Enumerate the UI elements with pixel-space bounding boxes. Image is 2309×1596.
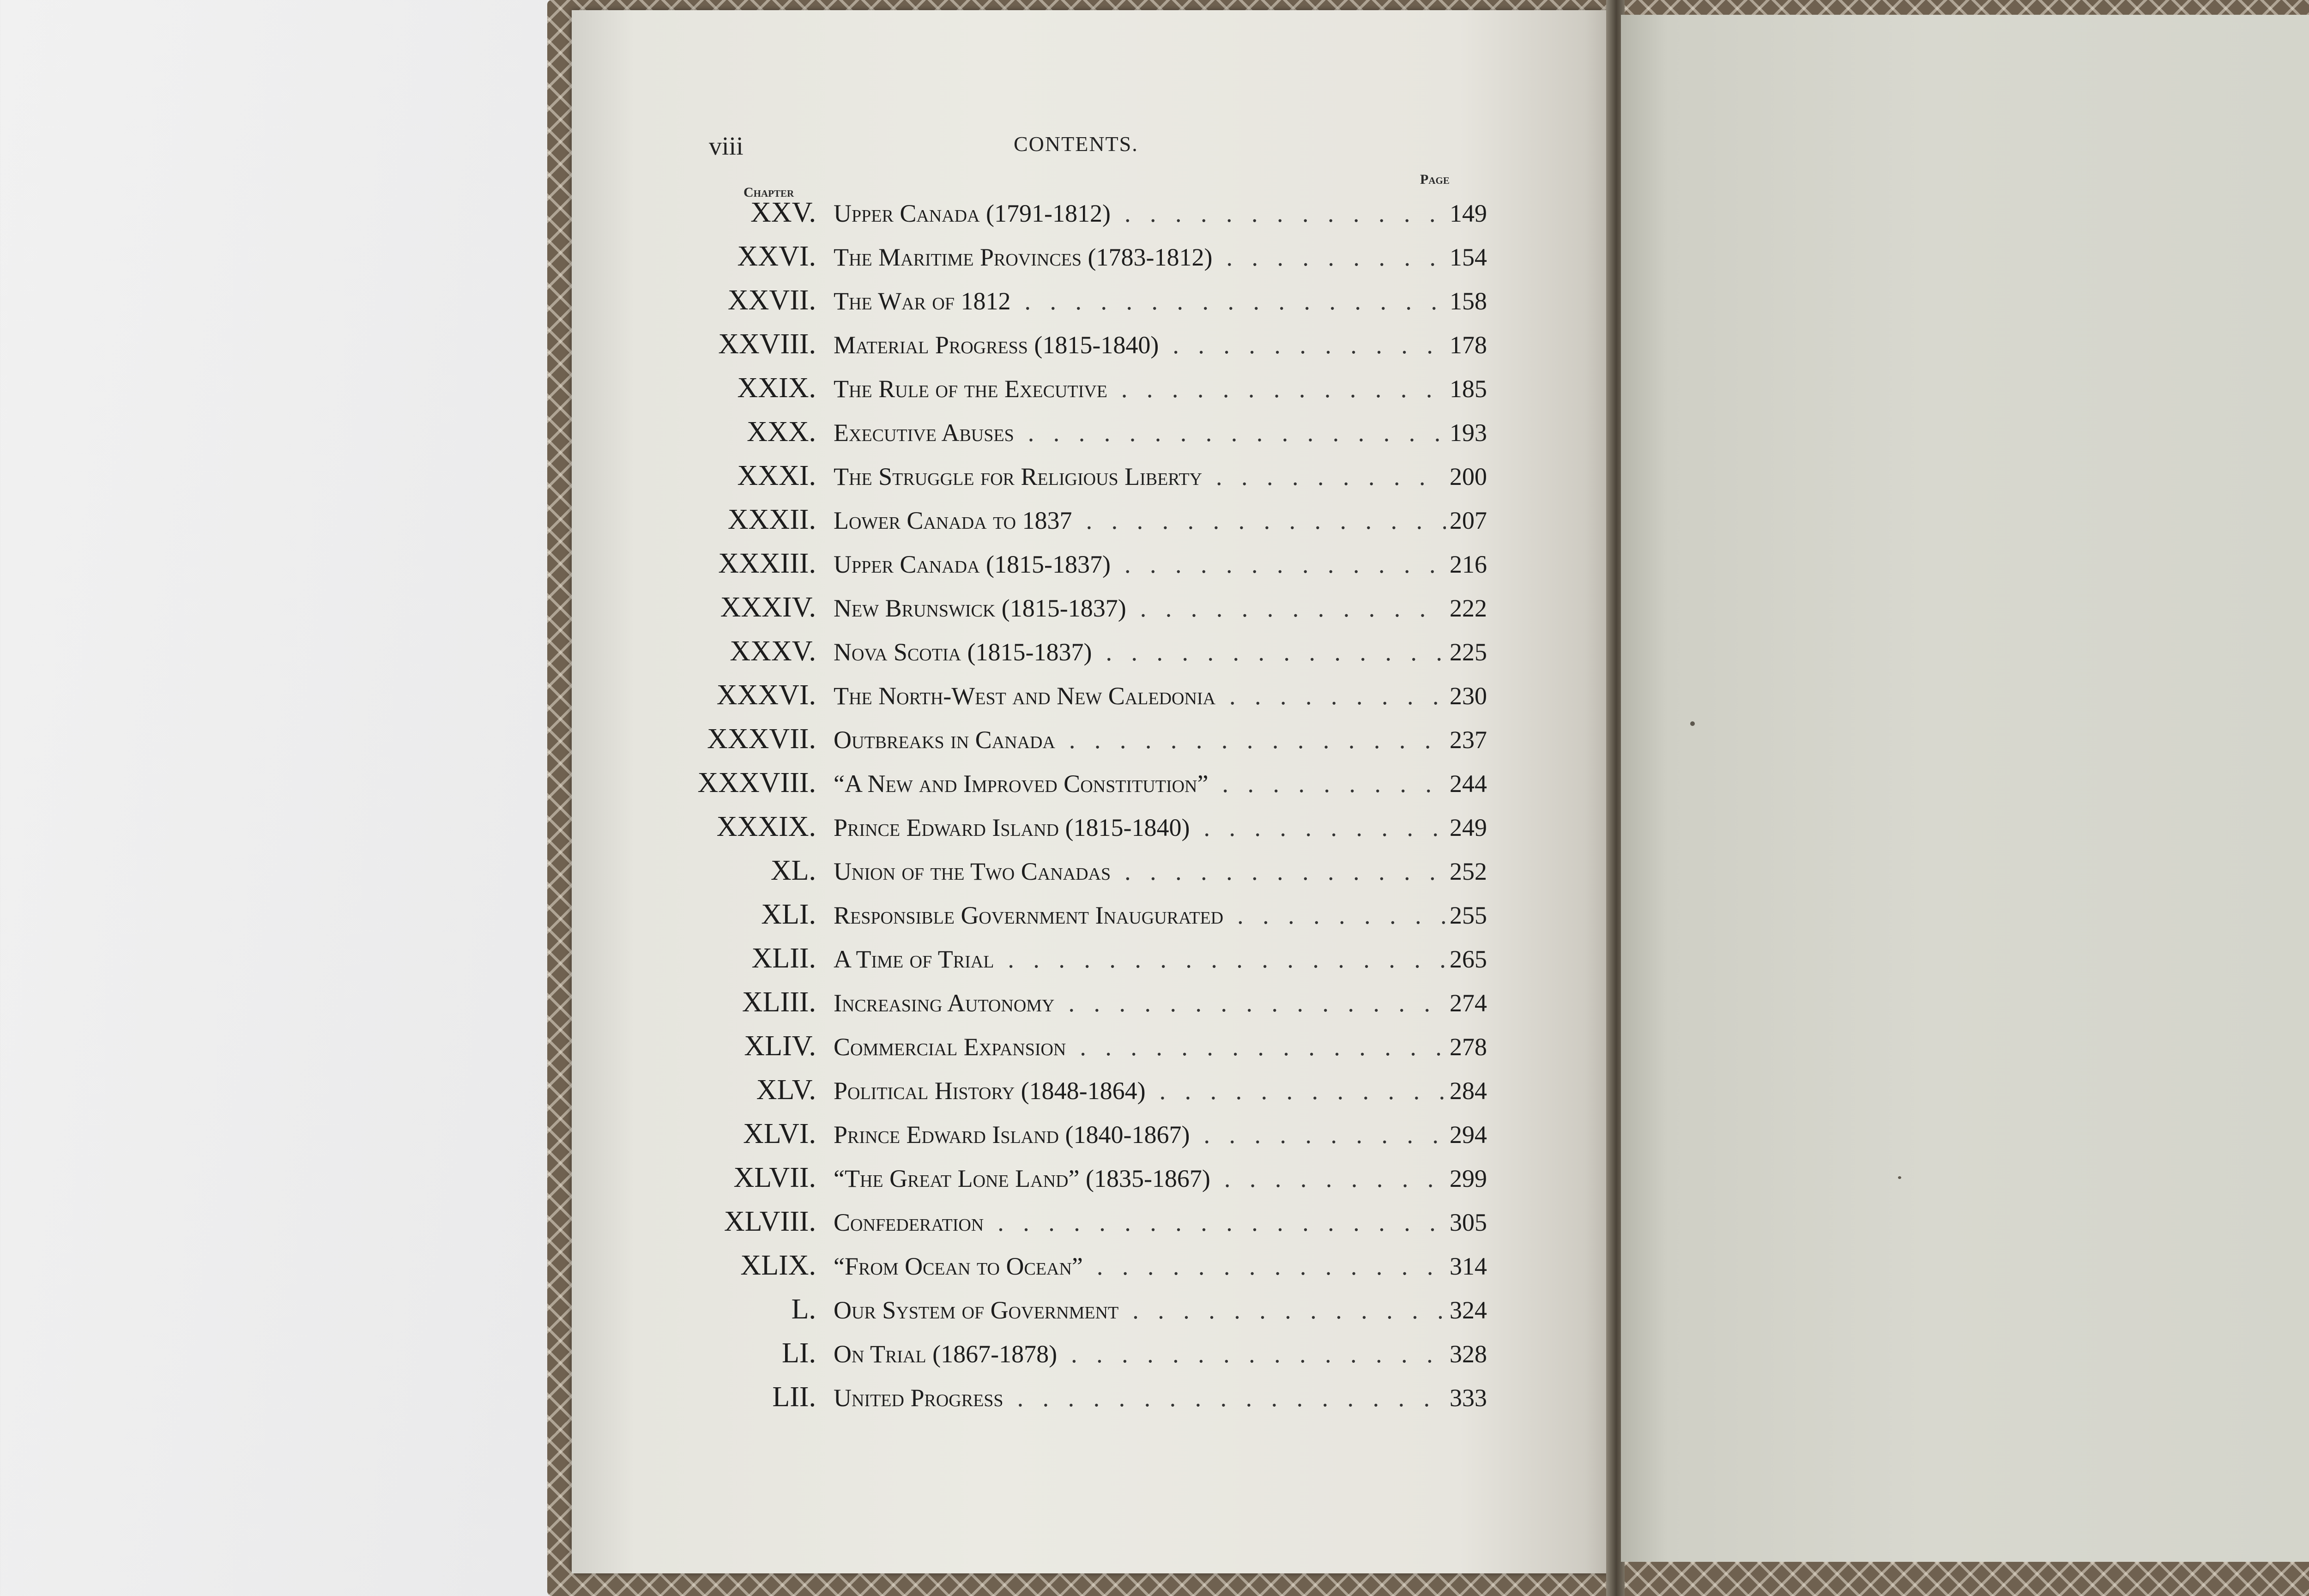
chapter-number: XLVI. bbox=[743, 1118, 816, 1149]
chapter-title: United Progress bbox=[834, 1384, 1003, 1412]
chapter-number: LII. bbox=[772, 1381, 816, 1413]
dot-leader bbox=[1011, 287, 1446, 315]
toc-entry bbox=[693, 854, 1487, 887]
chapter-number: XXX. bbox=[747, 416, 816, 447]
toc-entry bbox=[693, 196, 1487, 229]
page-reference: 149 bbox=[1450, 200, 1487, 227]
dot-leader bbox=[1223, 901, 1446, 930]
chapter-number: XXXVI. bbox=[716, 679, 816, 711]
dot-leader bbox=[1003, 1384, 1446, 1412]
toc-entry bbox=[693, 1381, 1487, 1413]
page-reference: 333 bbox=[1450, 1384, 1487, 1412]
chapter-number: XXXVIII. bbox=[697, 767, 816, 798]
page-reference: 193 bbox=[1450, 419, 1487, 447]
toc-entry bbox=[693, 942, 1487, 974]
chapter-number: XXVII. bbox=[727, 284, 816, 316]
page-reference: 237 bbox=[1450, 726, 1487, 754]
chapter-number: XXXIII. bbox=[718, 548, 816, 579]
chapter-title: Nova Scotia (1815-1837) bbox=[834, 638, 1092, 666]
chapter-title: Lower Canada to 1837 bbox=[834, 507, 1072, 534]
toc-entry bbox=[693, 810, 1487, 843]
chapter-number: XL. bbox=[770, 855, 816, 886]
page-reference: 158 bbox=[1450, 287, 1487, 315]
chapter-title: “A New and Improved Constitution” bbox=[834, 770, 1209, 798]
dot-leader bbox=[1111, 199, 1446, 228]
chapter-number: L. bbox=[791, 1294, 816, 1325]
page-column-label: Page bbox=[1420, 172, 1450, 187]
toc-entry bbox=[693, 679, 1487, 711]
chapter-number: XLVIII. bbox=[724, 1206, 816, 1237]
page-reference: 265 bbox=[1450, 945, 1487, 973]
dot-leader bbox=[994, 945, 1446, 973]
page-reference: 225 bbox=[1450, 638, 1487, 666]
dot-leader bbox=[1107, 375, 1446, 403]
page-reference: 274 bbox=[1450, 989, 1487, 1017]
chapter-number: XLIII. bbox=[742, 986, 816, 1018]
dot-leader bbox=[1190, 813, 1446, 842]
chapter-number: XXXI. bbox=[737, 460, 816, 491]
page-reference: 185 bbox=[1450, 375, 1487, 403]
chapter-number: XLI. bbox=[761, 899, 816, 930]
chapter-title: Upper Canada (1815-1837) bbox=[834, 550, 1111, 578]
chapter-title: Increasing Autonomy bbox=[834, 989, 1055, 1017]
chapter-title: Executive Abuses bbox=[834, 419, 1014, 447]
toc-entry bbox=[693, 1074, 1487, 1106]
chapter-number: XXIX. bbox=[737, 372, 816, 404]
dot-leader bbox=[1190, 1120, 1446, 1149]
chapter-title: Commercial Expansion bbox=[834, 1033, 1066, 1061]
chapter-title: New Brunswick (1815-1837) bbox=[834, 594, 1126, 622]
dot-leader bbox=[1126, 594, 1446, 623]
chapter-title: The North-West and New Caledonia bbox=[834, 682, 1216, 710]
toc-entry bbox=[693, 635, 1487, 667]
chapter-title: On Trial (1867-1878) bbox=[834, 1340, 1058, 1368]
page-reference: 314 bbox=[1450, 1252, 1487, 1280]
chapter-number: XLII. bbox=[751, 943, 816, 974]
chapter-number: XXXIX. bbox=[716, 811, 816, 842]
chapter-number: XXXIV. bbox=[720, 592, 816, 623]
dot-leader bbox=[1111, 550, 1446, 579]
toc-entry bbox=[693, 723, 1487, 755]
chapter-number: XXV. bbox=[750, 197, 816, 228]
toc-entry bbox=[693, 898, 1487, 931]
page-reference: 200 bbox=[1450, 463, 1487, 490]
chapter-title: Political History (1848-1864) bbox=[834, 1077, 1146, 1105]
page-reference: 294 bbox=[1450, 1121, 1487, 1149]
page-reference: 255 bbox=[1450, 901, 1487, 929]
toc-entry bbox=[693, 1161, 1487, 1194]
dot-leader bbox=[1146, 1076, 1446, 1105]
chapter-column-label: Chapter bbox=[743, 185, 794, 200]
chapter-title: The Maritime Provinces (1783-1812) bbox=[834, 243, 1213, 271]
toc-entry bbox=[693, 240, 1487, 272]
page-reference: 324 bbox=[1450, 1296, 1487, 1324]
chapter-title: A Time of Trial bbox=[834, 945, 994, 973]
dot-leader bbox=[1057, 1340, 1446, 1368]
chapter-title: Outbreaks in Canada bbox=[834, 726, 1055, 754]
toc-entry bbox=[693, 1118, 1487, 1150]
toc-entry bbox=[693, 1337, 1487, 1369]
chapter-number: XLVII. bbox=[733, 1162, 816, 1193]
dot-leader bbox=[1014, 418, 1446, 447]
page-reference: 299 bbox=[1450, 1165, 1487, 1192]
chapter-title: Confederation bbox=[834, 1209, 984, 1236]
toc-entry bbox=[693, 547, 1487, 580]
chapter-title: The Struggle for Religious Liberty bbox=[834, 463, 1203, 490]
page-reference: 230 bbox=[1450, 682, 1487, 710]
chapter-title: “The Great Lone Land” (1835-1867) bbox=[834, 1165, 1210, 1192]
page-reference: 278 bbox=[1450, 1033, 1487, 1061]
dot-leader bbox=[1066, 1033, 1446, 1061]
chapter-title: Responsible Government Inaugurated bbox=[834, 901, 1224, 929]
toc-entry bbox=[693, 1293, 1487, 1325]
toc-entry bbox=[693, 416, 1487, 448]
toc-entry bbox=[693, 459, 1487, 492]
dot-leader bbox=[984, 1208, 1446, 1237]
toc-entry bbox=[693, 372, 1487, 404]
chapter-number: XXXV. bbox=[730, 635, 816, 667]
dot-leader bbox=[1159, 331, 1446, 359]
dot-leader bbox=[1092, 638, 1446, 666]
chapter-number: XXVI. bbox=[737, 241, 816, 272]
page-reference: 252 bbox=[1450, 858, 1487, 885]
chapter-title: Our System of Government bbox=[834, 1296, 1119, 1324]
page-reference: 284 bbox=[1450, 1077, 1487, 1105]
chapter-title: Prince Edward Island (1840-1867) bbox=[834, 1121, 1190, 1149]
chapter-title: Prince Edward Island (1815-1840) bbox=[834, 814, 1190, 841]
toc-entry bbox=[693, 1249, 1487, 1282]
running-head: CONTENTS. bbox=[1014, 132, 1138, 156]
page-reference: 178 bbox=[1450, 331, 1487, 359]
page-reference: 328 bbox=[1450, 1340, 1487, 1368]
toc-entry bbox=[693, 503, 1487, 536]
page-reference: 244 bbox=[1450, 770, 1487, 798]
toc-entry bbox=[693, 767, 1487, 799]
chapter-title: Material Progress (1815-1840) bbox=[834, 331, 1159, 359]
right-page bbox=[1621, 15, 2309, 1562]
toc-entry bbox=[693, 986, 1487, 1018]
dot-leader bbox=[1111, 857, 1446, 886]
chapter-number: XLIX. bbox=[740, 1250, 816, 1281]
toc-entry bbox=[693, 591, 1487, 623]
page-number: viii bbox=[709, 132, 743, 161]
toc-entry bbox=[693, 1205, 1487, 1238]
paper-spot bbox=[1898, 1176, 1901, 1179]
chapter-number: LI. bbox=[781, 1337, 816, 1369]
chapter-title: “From Ocean to Ocean” bbox=[834, 1252, 1083, 1280]
chapter-number: XXXII. bbox=[727, 504, 816, 535]
dot-leader bbox=[1055, 725, 1446, 754]
page-reference: 154 bbox=[1450, 243, 1487, 271]
chapter-number: XXXVII. bbox=[707, 723, 816, 755]
dot-leader bbox=[1210, 1164, 1446, 1193]
toc-entry bbox=[693, 1030, 1487, 1062]
page-reference: 305 bbox=[1450, 1209, 1487, 1236]
page-reference: 249 bbox=[1450, 814, 1487, 841]
page-reference: 222 bbox=[1450, 594, 1487, 622]
page-reference: 207 bbox=[1450, 507, 1487, 534]
chapter-title: Union of the Two Canadas bbox=[834, 858, 1111, 885]
chapter-number: XXVIII. bbox=[718, 328, 816, 360]
dot-leader bbox=[1055, 989, 1446, 1017]
chapter-number: XLIV. bbox=[744, 1030, 816, 1062]
dot-leader bbox=[1083, 1252, 1446, 1281]
chapter-number: XLV. bbox=[756, 1074, 816, 1106]
dot-leader bbox=[1202, 462, 1446, 491]
toc-entry bbox=[693, 284, 1487, 316]
dot-leader bbox=[1208, 769, 1446, 798]
chapter-title: Upper Canada (1791-1812) bbox=[834, 200, 1111, 227]
chapter-title: The Rule of the Executive bbox=[834, 375, 1107, 403]
dot-leader bbox=[1212, 243, 1446, 272]
paper-spot bbox=[1690, 721, 1695, 726]
dot-leader bbox=[1215, 682, 1446, 710]
dot-leader bbox=[1118, 1296, 1446, 1324]
toc-entry bbox=[693, 328, 1487, 360]
page-reference: 216 bbox=[1450, 550, 1487, 578]
chapter-title: The War of 1812 bbox=[834, 287, 1011, 315]
dot-leader bbox=[1072, 506, 1446, 535]
